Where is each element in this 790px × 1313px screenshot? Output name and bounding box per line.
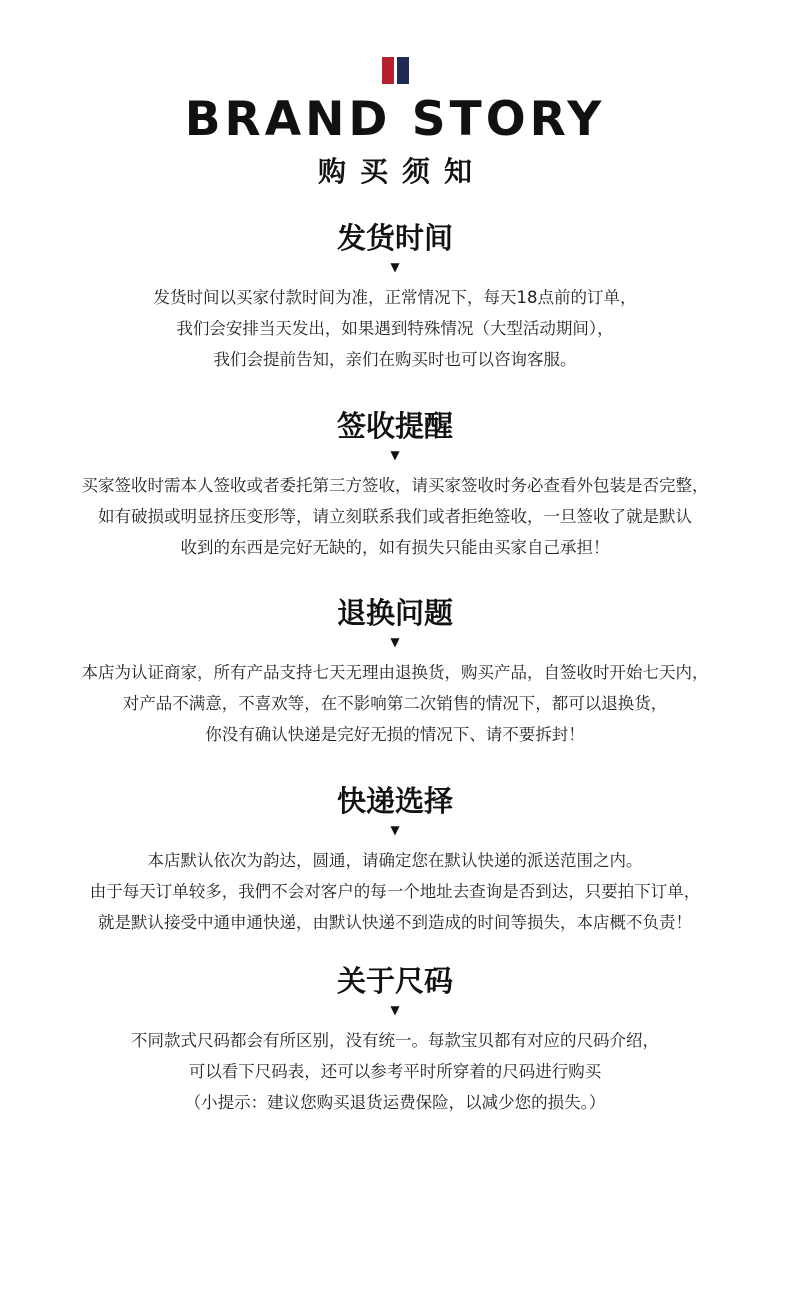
section-text-line: 对产品不满意，不喜欢等，在不影响第二次销售的情况下，都可以退换货， xyxy=(122,694,668,713)
down-arrow-icon: ▼ xyxy=(390,1003,400,1017)
section-text-line: 你没有确认快递是完好无损的情况下、请不要拆封！ xyxy=(205,725,585,744)
down-arrow-icon: ▼ xyxy=(390,448,400,462)
section-text-line: 本店为认证商家，所有产品支持七天无理由退换货，购买产品，自签收时开始七天内， xyxy=(81,663,709,682)
section-heading: 退换问题 xyxy=(336,596,453,630)
section-receipt-reminder xyxy=(0,406,790,563)
section-text-line: 收到的东西是完好无缺的，如有损失只能由买家自己承担！ xyxy=(180,538,610,557)
brand-title: BRAND STORY xyxy=(184,92,606,147)
flag-red-stripe xyxy=(382,57,394,84)
section-heading: 发货时间 xyxy=(336,221,453,255)
brand-subtitle: 购买须知 xyxy=(317,155,486,188)
section-text-line: 可以看下尺码表，还可以参考平时所穿着的尺码进行购买 xyxy=(188,1062,602,1081)
section-heading: 快递选择 xyxy=(336,784,453,818)
down-arrow-icon: ▼ xyxy=(390,823,400,837)
section-courier-choice xyxy=(0,781,790,938)
section-returns xyxy=(0,593,790,750)
flag-navy-stripe xyxy=(397,57,409,84)
section-text-line: 如有破损或明显挤压变形等，请立刻联系我们或者拒绝签收，一旦签收了就是默认 xyxy=(98,507,692,526)
section-text-line: 本店默认依次为韵达，圆通，请确定您在默认快递的派送范围之内。 xyxy=(147,851,643,870)
section-text-line: 不同款式尺码都会有所区别，没有统一。每款宝贝都有对应的尺码介绍， xyxy=(131,1031,659,1050)
section-text-line: 就是默认接受中通申通快递，由默认快递不到造成的时间等损失，本店概不负责！ xyxy=(98,913,692,932)
section-shipping-time xyxy=(0,218,790,375)
flag-logo xyxy=(382,57,409,84)
section-text-line: 发货时间以买家付款时间为准，正常情况下，每天18点前的订单， xyxy=(153,288,637,307)
section-text-line: 我们会提前告知，亲们在购买时也可以咨询客服。 xyxy=(213,350,577,369)
section-text-line: 买家签收时需本人签收或者委托第三方签收，请买家签收时务必查看外包装是否完整， xyxy=(81,476,709,495)
section-heading: 签收提醒 xyxy=(336,409,453,443)
section-text-line: 由于每天订单较多，我們不会对客户的每一个地址去查询是否到达，只要拍下订单， xyxy=(89,882,701,901)
section-sizing xyxy=(0,961,790,1118)
section-text-line: （小提示：建议您购买退货运费保险，以减少您的损失。） xyxy=(184,1093,606,1112)
down-arrow-icon: ▼ xyxy=(390,635,400,649)
down-arrow-icon: ▼ xyxy=(390,260,400,274)
section-heading: 关于尺码 xyxy=(336,964,453,998)
section-text-line: 我们会安排当天发出，如果遇到特殊情况（大型活动期间）， xyxy=(176,319,614,338)
